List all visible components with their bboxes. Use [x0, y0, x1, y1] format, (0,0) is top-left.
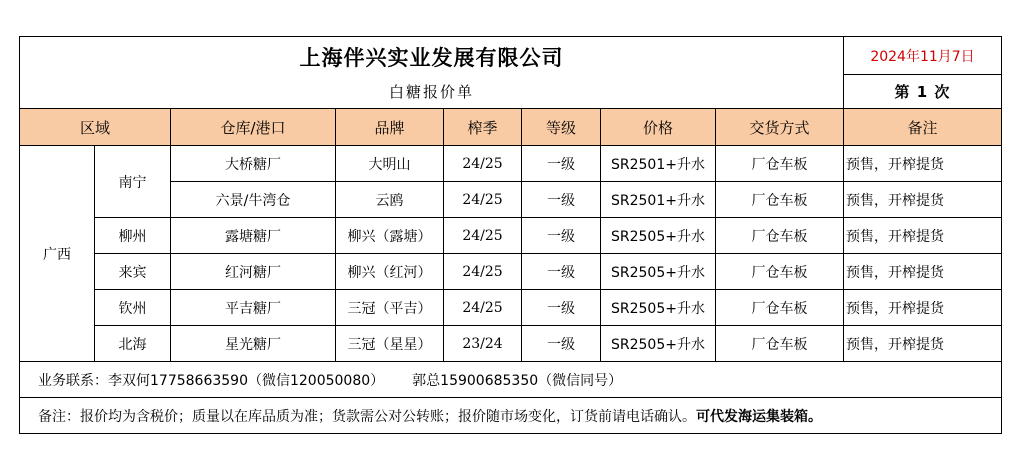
season-cell: 24/25 [444, 182, 522, 218]
col-header-grade: 等级 [522, 109, 601, 146]
remark-cell: 预售，开榨提货 [844, 218, 1002, 254]
table-row [20, 254, 1002, 290]
col-header-price: 价格 [601, 109, 716, 146]
table-row [20, 326, 1002, 362]
table-row [20, 290, 1002, 326]
city-cell: 南宁 [95, 146, 171, 218]
contact-row [20, 362, 1002, 398]
season-cell: 24/25 [444, 290, 522, 326]
grade-cell: 一级 [522, 218, 601, 254]
grade-cell: 一级 [522, 254, 601, 290]
company-name: 上海伴兴实业发展有限公司 [20, 37, 844, 75]
season-cell: 24/25 [444, 146, 522, 182]
delivery-cell: 厂仓车板 [716, 146, 844, 182]
price-cell: SR2501+升水 [601, 146, 716, 182]
grade-cell: 一级 [522, 146, 601, 182]
season-cell: 24/25 [444, 254, 522, 290]
delivery-cell: 厂仓车板 [716, 326, 844, 362]
remark-cell: 预售，开榨提货 [844, 290, 1002, 326]
col-header-warehouse: 仓库/港口 [171, 109, 336, 146]
remark-cell: 预售，开榨提货 [844, 146, 1002, 182]
delivery-cell: 厂仓车板 [716, 290, 844, 326]
grade-cell: 一级 [522, 182, 601, 218]
col-header-season: 榨季 [444, 109, 522, 146]
quote-sheet [19, 36, 1001, 434]
warehouse-cell: 六景/牛湾仓 [171, 182, 336, 218]
season-cell: 23/24 [444, 326, 522, 362]
price-cell: SR2505+升水 [601, 326, 716, 362]
price-cell: SR2505+升水 [601, 218, 716, 254]
col-header-remark: 备注 [844, 109, 1002, 146]
remark-cell: 预售，开榨提货 [844, 254, 1002, 290]
business-contact [20, 362, 1002, 398]
warehouse-cell: 大桥糖厂 [171, 146, 336, 182]
note-text: 备注：报价均为含税价；质量以在库品质为准；货款需公对公转账；报价随市场变化，订货前请电话确认。 [38, 408, 696, 425]
issue-number: 第 1 次 [844, 75, 1002, 109]
contact-primary: 李双何17758663590（微信120050080） [108, 372, 385, 389]
season-cell: 24/25 [444, 218, 522, 254]
price-cell: SR2501+升水 [601, 182, 716, 218]
table-row [20, 218, 1002, 254]
col-header-brand: 品牌 [336, 109, 444, 146]
remark-cell: 预售，开榨提货 [844, 182, 1002, 218]
contact-label: 业务联系： [38, 372, 108, 389]
table-row [20, 146, 1002, 182]
city-cell: 来宾 [95, 254, 171, 290]
city-cell: 柳州 [95, 218, 171, 254]
brand-cell: 大明山 [336, 146, 444, 182]
note-highlight: 可代发海运集装箱。 [696, 408, 822, 425]
remark-cell: 预售，开榨提货 [844, 326, 1002, 362]
brand-cell: 三冠（平吉） [336, 290, 444, 326]
col-header-delivery: 交货方式 [716, 109, 844, 146]
price-cell: SR2505+升水 [601, 254, 716, 290]
grade-cell: 一级 [522, 290, 601, 326]
region-cell: 广西 [20, 146, 95, 362]
brand-cell: 三冠（星星） [336, 326, 444, 362]
warehouse-cell: 平吉糖厂 [171, 290, 336, 326]
brand-cell: 云鸥 [336, 182, 444, 218]
column-header-row [20, 109, 1002, 146]
quote-table [19, 36, 1002, 434]
note-row [20, 398, 1002, 434]
grade-cell: 一级 [522, 326, 601, 362]
city-cell: 钦州 [95, 290, 171, 326]
brand-cell: 柳兴（红河） [336, 254, 444, 290]
warehouse-cell: 星光糖厂 [171, 326, 336, 362]
delivery-cell: 厂仓车板 [716, 254, 844, 290]
quote-date: 2024年11月7日 [844, 37, 1002, 75]
price-cell: SR2505+升水 [601, 290, 716, 326]
city-cell: 北海 [95, 326, 171, 362]
warehouse-cell: 红河糖厂 [171, 254, 336, 290]
document-title: 白糖报价单 [20, 75, 844, 109]
delivery-cell: 厂仓车板 [716, 182, 844, 218]
warehouse-cell: 露塘糖厂 [171, 218, 336, 254]
brand-cell: 柳兴（露塘） [336, 218, 444, 254]
delivery-cell: 厂仓车板 [716, 218, 844, 254]
remarks-note [20, 398, 1002, 434]
col-header-region: 区域 [20, 109, 171, 146]
contact-secondary: 郭总15900685350（微信同号） [412, 372, 623, 389]
